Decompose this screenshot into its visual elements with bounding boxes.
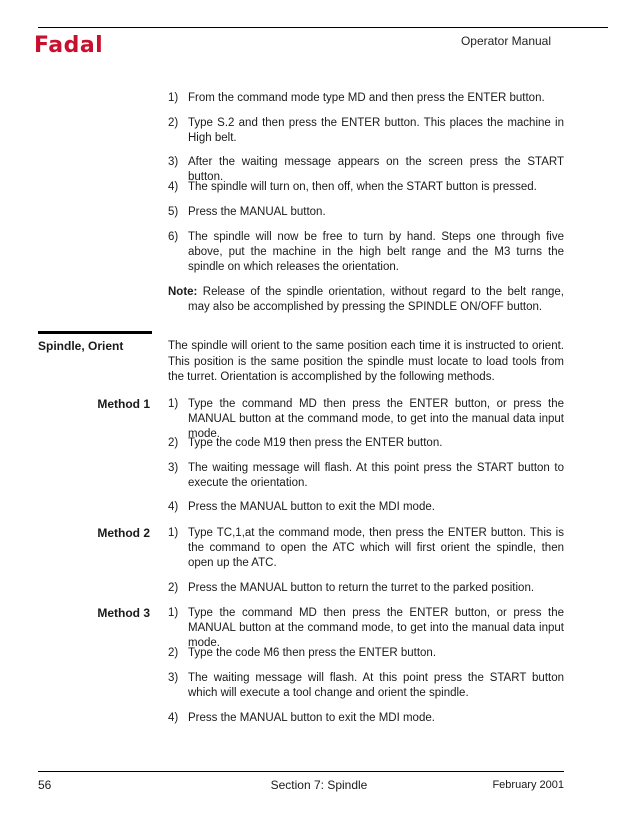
- step-number: 2): [168, 582, 179, 594]
- step-text: Type S.2 and then press the ENTER button. This places the machine in High belt.: [188, 117, 564, 144]
- list-item: [168, 436, 564, 451]
- step-text: Type the code M6 then press the ENTER button.: [188, 647, 437, 659]
- footer-rule: [38, 771, 564, 772]
- step-text: Press the MANUAL button to exit the MDI mode.: [188, 712, 435, 724]
- fadal-logo: Fadal: [34, 33, 104, 58]
- step-text: After the waiting message appears on the screen press the START button.: [188, 156, 564, 183]
- footer-date: February 2001: [492, 779, 564, 791]
- manual-title: Operator Manual: [460, 34, 551, 48]
- list-item: [168, 116, 564, 146]
- step-number: 3): [168, 672, 179, 684]
- step-number: 2): [168, 117, 179, 129]
- step-number: 5): [168, 206, 179, 218]
- step-text: The spindle will turn on, then off, when the START button is pressed.: [188, 181, 537, 193]
- list-item: [168, 646, 564, 661]
- list-item: [168, 581, 564, 596]
- step-text: Type the command MD then press the ENTER button, or press the MANUAL button at the command mode, to get into the manual data input mode.: [188, 398, 564, 440]
- step-number: 3): [168, 462, 179, 474]
- step-number: 6): [168, 231, 179, 243]
- note-label: Note:: [168, 286, 198, 298]
- header-rule: [38, 27, 608, 28]
- step-text: Type the command MD then press the ENTER button, or press the MANUAL button at the command mode, to get into the manual data input mode.: [188, 607, 564, 649]
- step-number: 3): [168, 156, 179, 168]
- method-label: Method 2: [97, 526, 150, 540]
- note-paragraph: [168, 285, 564, 315]
- step-text: Press the MANUAL button to exit the MDI mode.: [188, 501, 435, 513]
- method-label: Method 1: [97, 397, 150, 411]
- list-item: [168, 180, 564, 195]
- list-item: [168, 230, 564, 275]
- step-number: 2): [168, 437, 179, 449]
- step-text: Type the code M19 then press the ENTER button.: [188, 437, 443, 449]
- section-title: Spindle, Orient: [38, 339, 124, 353]
- step-number: 4): [168, 181, 179, 193]
- step-text: Press the MANUAL button to return the turret to the parked position.: [188, 582, 535, 594]
- step-text: From the command mode type MD and then press the ENTER button.: [188, 92, 545, 104]
- list-item: [168, 671, 564, 701]
- step-number: 1): [168, 92, 179, 104]
- list-item: [168, 526, 564, 571]
- list-item: [168, 91, 564, 106]
- list-item: [168, 711, 564, 726]
- step-text: Type TC,1,at the command mode, then press the ENTER button. This is the command to open the ATC which will first orient the spindle, then open up the ATC.: [188, 527, 564, 569]
- list-item: [168, 500, 564, 515]
- step-text: The waiting message will flash. At this point press the START button to execute the orientation.: [188, 462, 564, 489]
- method-label: Method 3: [97, 606, 150, 620]
- step-number: 1): [168, 398, 179, 410]
- step-text: The spindle will now be free to turn by hand. Steps one through five above, put the machine in the high belt range and the M3 turns the spindle on which releases the orientation.: [188, 231, 564, 273]
- list-item: [168, 461, 564, 491]
- step-text: Press the MANUAL button.: [188, 206, 326, 218]
- list-item: [168, 606, 564, 651]
- section-rule: [38, 331, 152, 334]
- step-text: The waiting message will flash. At this point press the START button which will execute a tool change and orient the spindle.: [188, 672, 564, 699]
- step-number: 1): [168, 607, 179, 619]
- step-number: 4): [168, 501, 179, 513]
- list-item: [168, 205, 564, 220]
- page-number: 56: [38, 778, 52, 792]
- footer-section-title: Section 7: Spindle: [270, 778, 368, 792]
- step-number: 2): [168, 647, 179, 659]
- step-number: 1): [168, 527, 179, 539]
- section-body: The spindle will orient to the same position each time it is instructed to orient. This position is the same position the spindle must locate to load tools from the turret. Orientation is accomplished by the following methods.: [168, 340, 564, 383]
- note-text: Release of the spindle orientation, without regard to the belt range, may also be accomplished by pressing the SPINDLE ON/OFF button.: [188, 286, 564, 313]
- step-number: 4): [168, 712, 179, 724]
